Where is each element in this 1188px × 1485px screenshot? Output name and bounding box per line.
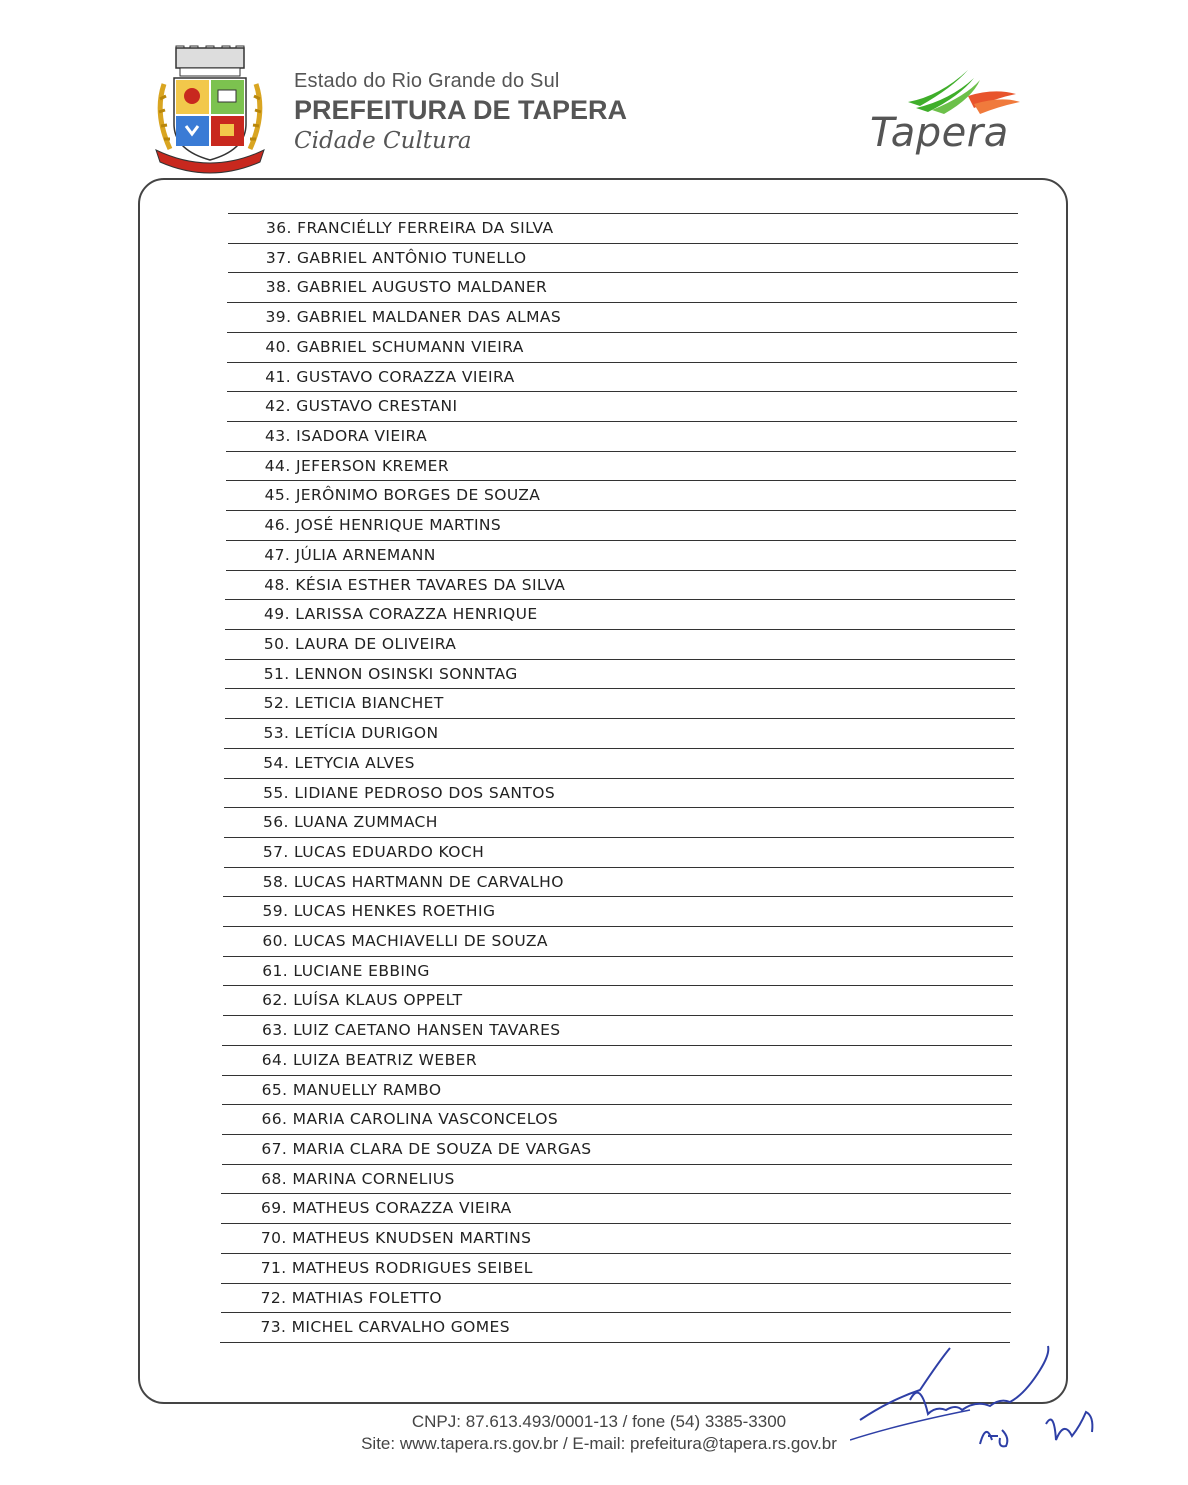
row-divider [223,926,1013,927]
list-item: 44. JEFERSON KREMER [264,456,450,475]
list-item: 61. LUCIANE EBBING [262,961,430,980]
list-item: 64. LUIZA BEATRIZ WEBER [261,1050,477,1069]
list-item: 43. ISADORA VIEIRA [264,426,428,445]
city-motto: Cidade Cultura [294,128,472,154]
list-item: 71. MATHEUS RODRIGUES SEIBEL [260,1258,533,1277]
list-item: 49. LARISSA CORAZZA HENRIQUE [264,605,538,624]
row-divider [222,1075,1012,1076]
list-item: 52. LETICIA BIANCHET [263,694,444,713]
row-divider [224,867,1014,868]
list-item: 53. LETÍCIA DURIGON [263,724,439,743]
handwritten-signature [850,1340,1120,1460]
list-item: 41. GUSTAVO CORAZZA VIEIRA [265,367,515,386]
row-divider [222,1134,1012,1135]
row-divider [225,629,1015,630]
list-item: 40. GABRIEL SCHUMANN VIEIRA [265,337,524,356]
list-item: 65. MANUELLY RAMBO [261,1080,442,1099]
row-divider [227,391,1017,392]
row-divider [228,243,1018,244]
row-divider [221,1283,1011,1284]
row-divider [225,599,1015,600]
row-divider [223,956,1013,957]
list-item: 47. JÚLIA ARNEMANN [264,545,436,564]
list-item: 48. KÉSIA ESTHER TAVARES DA SILVA [264,575,566,594]
row-divider [228,272,1018,273]
row-divider [227,332,1017,333]
list-item: 62. LUÍSA KLAUS OPPELT [262,991,463,1010]
list-item: 63. LUIZ CAETANO HANSEN TAVARES [261,1021,561,1040]
list-item: 59. LUCAS HENKES ROETHIG [262,902,496,921]
row-divider [226,540,1016,541]
row-divider [225,688,1015,689]
list-item: 46. JOSÉ HENRIQUE MARTINS [264,516,502,535]
row-divider [223,896,1013,897]
row-divider [222,1045,1012,1046]
list-item: 72. MATHIAS FOLETTO [260,1288,443,1307]
row-divider [226,480,1016,481]
list-item: 51. LENNON OSINSKI SONNTAG [263,664,518,683]
list-item: 55. LIDIANE PEDROSO DOS SANTOS [263,783,556,802]
logo-wordmark: Tapera [870,110,1009,156]
list-item: 58. LUCAS HARTMANN DE CARVALHO [262,872,564,891]
row-divider [221,1312,1011,1313]
list-item: 70. MATHEUS KNUDSEN MARTINS [260,1229,532,1248]
row-divider [225,718,1015,719]
row-divider [221,1223,1011,1224]
row-divider [226,510,1016,511]
row-divider [221,1193,1011,1194]
list-item: 57. LUCAS EDUARDO KOCH [262,842,485,861]
row-divider [224,837,1014,838]
list-item: 38. GABRIEL AUGUSTO MALDANER [265,278,548,297]
row-divider [221,1253,1011,1254]
state-name: Estado do Rio Grande do Sul [294,70,560,92]
row-divider [222,1164,1012,1165]
row-divider [225,659,1015,660]
row-divider [223,985,1013,986]
list-item: 54. LETYCIA ALVES [263,753,415,772]
row-divider [226,451,1016,452]
row-divider [227,421,1017,422]
list-item: 60. LUCAS MACHIAVELLI DE SOUZA [262,932,548,951]
row-divider [223,1015,1013,1016]
list-item: 73. MICHEL CARVALHO GOMES [260,1318,510,1337]
footer-cnpj-phone: CNPJ: 87.613.493/0001-13 / fone (54) 3385-3300 [411,1412,787,1431]
row-divider [227,362,1017,363]
list-item: 67. MARIA CLARA DE SOUZA DE VARGAS [261,1140,592,1159]
list-item: 69. MATHEUS CORAZZA VIEIRA [261,1199,512,1218]
row-divider [224,778,1014,779]
row-divider [224,807,1014,808]
row-divider [226,570,1016,571]
row-divider [228,213,1018,214]
list-item: 37. GABRIEL ANTÔNIO TUNELLO [265,248,527,267]
list-item: 39. GABRIEL MALDANER DAS ALMAS [265,308,562,327]
list-item: 42. GUSTAVO CRESTANI [265,397,458,416]
list-item: 36. FRANCIÉLLY FERREIRA DA SILVA [266,219,554,237]
list-item: 68. MARINA CORNELIUS [261,1169,455,1188]
row-divider [227,302,1017,303]
row-divider [222,1104,1012,1105]
list-item: 45. JERÔNIMO BORGES DE SOUZA [264,486,541,505]
list-item: 50. LAURA DE OLIVEIRA [263,634,457,653]
list-item: 56. LUANA ZUMMACH [263,813,438,832]
row-divider [224,748,1014,749]
list-item: 66. MARIA CAROLINA VASCONCELOS [261,1110,559,1129]
prefeitura-title: PREFEITURA DE TAPERA [294,95,628,125]
footer-site-email: Site: www.tapera.rs.gov.br / E-mail: prefeitura@tapera.rs.gov.br [361,1434,837,1453]
